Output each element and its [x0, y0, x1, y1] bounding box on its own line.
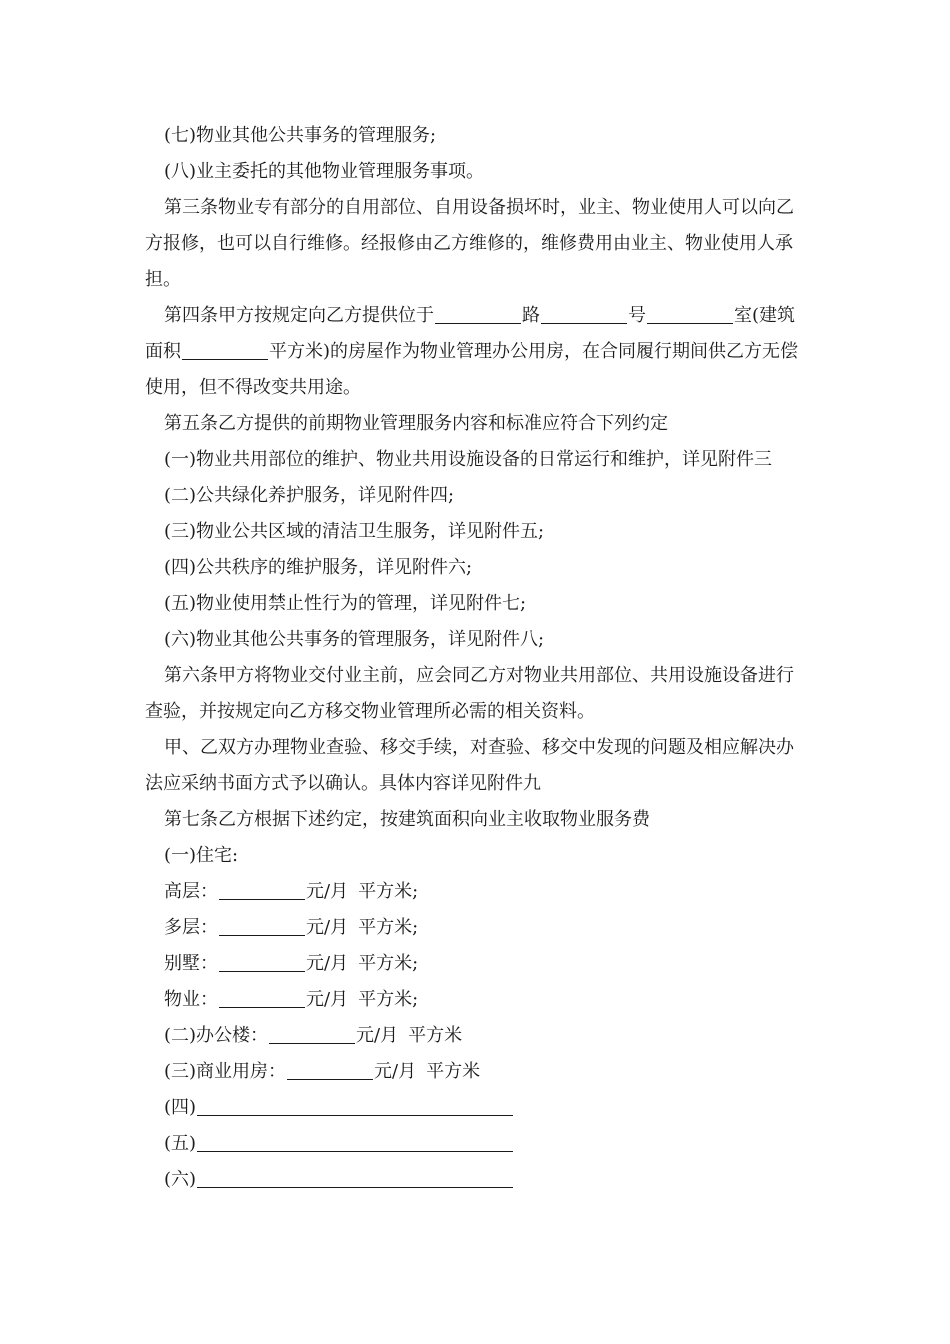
other-fee-blank — [197, 1165, 513, 1188]
article-5-item: (四)公共秩序的维护服务，详见附件六; — [164, 557, 473, 578]
article-7: 第七条乙方根据下述约定，按建筑面积向业主收取物业服务费 — [164, 809, 650, 830]
fee-blank — [219, 949, 305, 972]
other-fee-blank — [197, 1093, 513, 1116]
fee-blank — [287, 1057, 373, 1080]
fee-blank — [219, 877, 305, 900]
article-5-item: (二)公共绿化养护服务，详见附件四; — [164, 485, 455, 506]
road-blank — [435, 301, 521, 324]
fee-row-commercial: (三)商业用房： 元/月 平方米 — [145, 1054, 800, 1090]
article-5-item: (六)物业其他公共事务的管理服务，详见附件八; — [164, 629, 545, 650]
fee-row-highrise: 高层： 元/月 平方米; — [145, 874, 800, 910]
fee-blank — [269, 1021, 355, 1044]
fee-residential-heading: (一)住宅: — [164, 845, 239, 866]
fee-row-villa: 别墅： 元/月 平方米; — [145, 946, 800, 982]
other-fee-blank — [197, 1129, 513, 1152]
fee-row-other-6: (六) — [145, 1162, 800, 1198]
fee-blank — [219, 985, 305, 1008]
article-5-item: (一)物业共用部位的维护、物业共用设施设备的日常运行和维护，详见附件三 — [164, 449, 773, 470]
room-blank — [647, 301, 733, 324]
article-5-item: (五)物业使用禁止性行为的管理，详见附件七; — [164, 593, 527, 614]
article-6-handover: 甲、乙双方办理物业查验、移交手续，对查验、移交中发现的问题及相应解决办法应采纳书面方式予以确认。具体内容详见附件九 — [145, 737, 794, 794]
article-4: 第四条甲方按规定向乙方提供位于 路 号 室(建筑面积 平方米)的房屋作为物业管理办公用房，在合同履行期间供乙方无偿使用，但不得改变共用途。 — [145, 298, 800, 406]
article-5: 第五条乙方提供的前期物业管理服务内容和标准应符合下列约定 — [164, 413, 668, 434]
fee-row-other-4: (四) — [145, 1090, 800, 1126]
document-page — [145, 118, 800, 1198]
fee-blank — [219, 913, 305, 936]
fee-row-multistory: 多层： 元/月 平方米; — [145, 910, 800, 946]
article-5-item: (三)物业公共区域的清洁卫生服务，详见附件五; — [164, 521, 545, 542]
fee-row-office: (二)办公楼： 元/月 平方米 — [145, 1018, 800, 1054]
article-3: 第三条物业专有部分的自用部位、自用设备损坏时，业主、物业使用人可以向乙方报修，也可以自行维修。经报修由乙方维修的，维修费用由业主、物业使用人承担。 — [145, 197, 794, 290]
article-6: 第六条甲方将物业交付业主前，应会同乙方对物业共用部位、共用设施设备进行查验，并按规定向乙方移交物业管理所必需的相关资料。 — [145, 665, 794, 722]
fee-row-property: 物业： 元/月 平方米; — [145, 982, 800, 1018]
clause-8: (八)业主委托的其他物业管理服务事项。 — [164, 161, 485, 182]
fee-row-other-5: (五) — [145, 1126, 800, 1162]
area-blank — [182, 337, 268, 360]
number-blank — [541, 301, 627, 324]
clause-7: (七)物业其他公共事务的管理服务; — [164, 125, 437, 146]
